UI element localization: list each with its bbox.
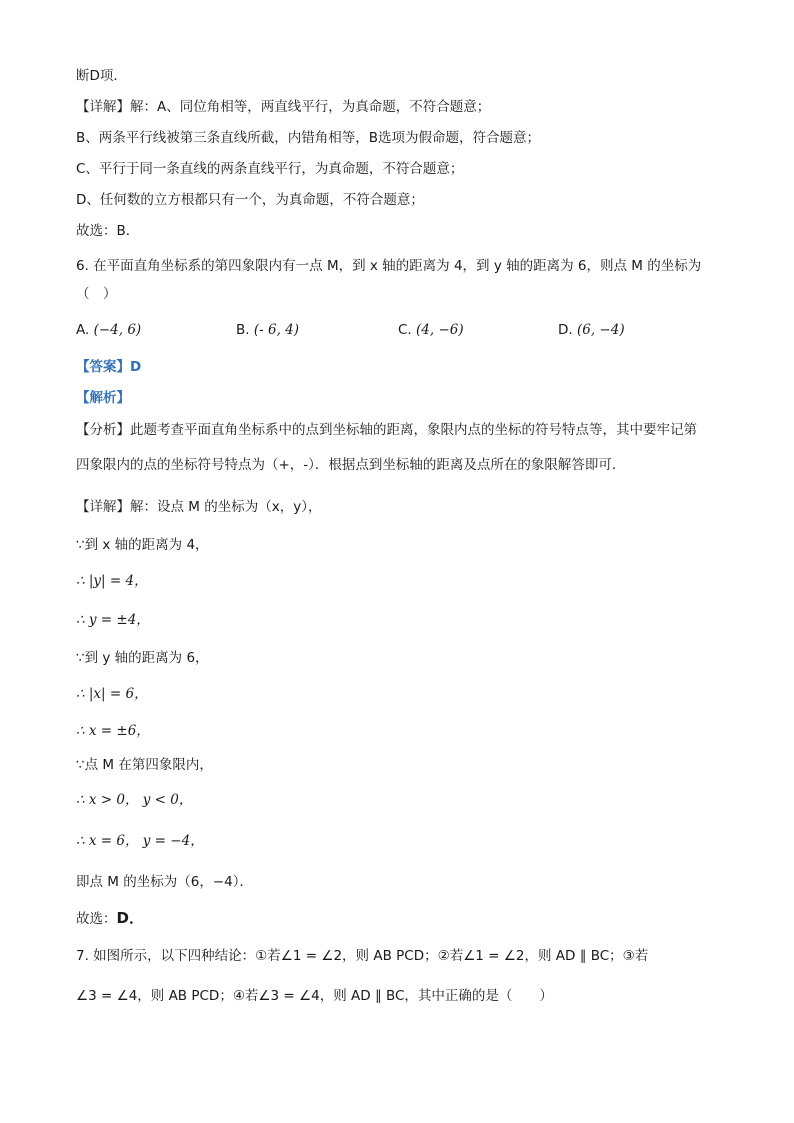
solution-step: 即点 M 的坐标为（6，−4）． [76, 874, 253, 890]
solution-step: ∴ x = ±6， [76, 723, 150, 739]
option-a: A. (−4, 6) [76, 322, 142, 338]
solution-step: ∵到 y 轴的距离为 6， [76, 650, 209, 666]
solution-step: ∴ y = ±4， [76, 612, 150, 628]
question-6-stem: 6. 在平面直角坐标系的第四象限内有一点 M，到 x 轴的距离为 4，到 y 轴的距离为 6，则点 M 的坐标为 [76, 258, 702, 274]
option-b: B. (- 6, 4) [236, 322, 300, 338]
text-line: 【详解】解：A、同位角相等，两直线平行，为真命题，不符合题意； [76, 99, 491, 115]
solution-step: 【详解】解：设点 M 的坐标为（x，y）， [76, 499, 322, 515]
question-7-stem: 7. 如图所示，以下四种结论：①若∠1 = ∠2，则 AB PCD；②若∠1 = ∠2，则 AD ∥ BC；③若 [76, 948, 649, 964]
analysis-line: 四象限内的点的坐标符号特点为（+，-）．根据点到坐标轴的距离及点所在的象限解答即可． [76, 457, 626, 473]
question-6-paren: （ ） [76, 286, 117, 302]
text-line: D、任何数的立方根都只有一个，为真命题，不符合题意； [76, 192, 424, 208]
answer-label: 【答案】D [76, 359, 142, 375]
text-line: C、平行于同一条直线的两条直线平行，为真命题，不符合题意； [76, 161, 464, 177]
choose-line [76, 908, 144, 929]
solution-step: ∴ |x| = 6， [76, 686, 148, 702]
choose-letter: D． [116, 909, 144, 927]
text-line: 断D项． [76, 68, 127, 84]
text-line: B、两条平行线被第三条直线所截，内错角相等，B选项为假命题，符合题意； [76, 130, 541, 146]
question-7-stem: ∠3 = ∠4，则 AB PCD；④若∠3 = ∠4，则 AD ∥ BC，其中正确的是（ ） [76, 988, 553, 1004]
option-d: D. (6, −4) [558, 322, 625, 338]
analysis-line: 【分析】此题考查平面直角坐标系中的点到坐标轴的距离，象限内点的坐标的符号特点等，其中要牢记第 [76, 422, 697, 438]
choose-text: 故选： [76, 911, 117, 927]
text-line: 故选：B． [76, 223, 140, 239]
solution-step: ∴ |y| = 4， [76, 573, 148, 589]
solution-step: ∵点 M 在第四象限内， [76, 757, 213, 773]
analysis-tag: 【解析】 [76, 390, 130, 406]
option-c: C. (4, −6) [398, 322, 464, 338]
solution-step: ∵到 x 轴的距离为 4， [76, 537, 209, 553]
solution-step: ∴ x = 6， y = −4， [76, 833, 204, 849]
solution-step: ∴ x > 0， y < 0， [76, 792, 193, 808]
